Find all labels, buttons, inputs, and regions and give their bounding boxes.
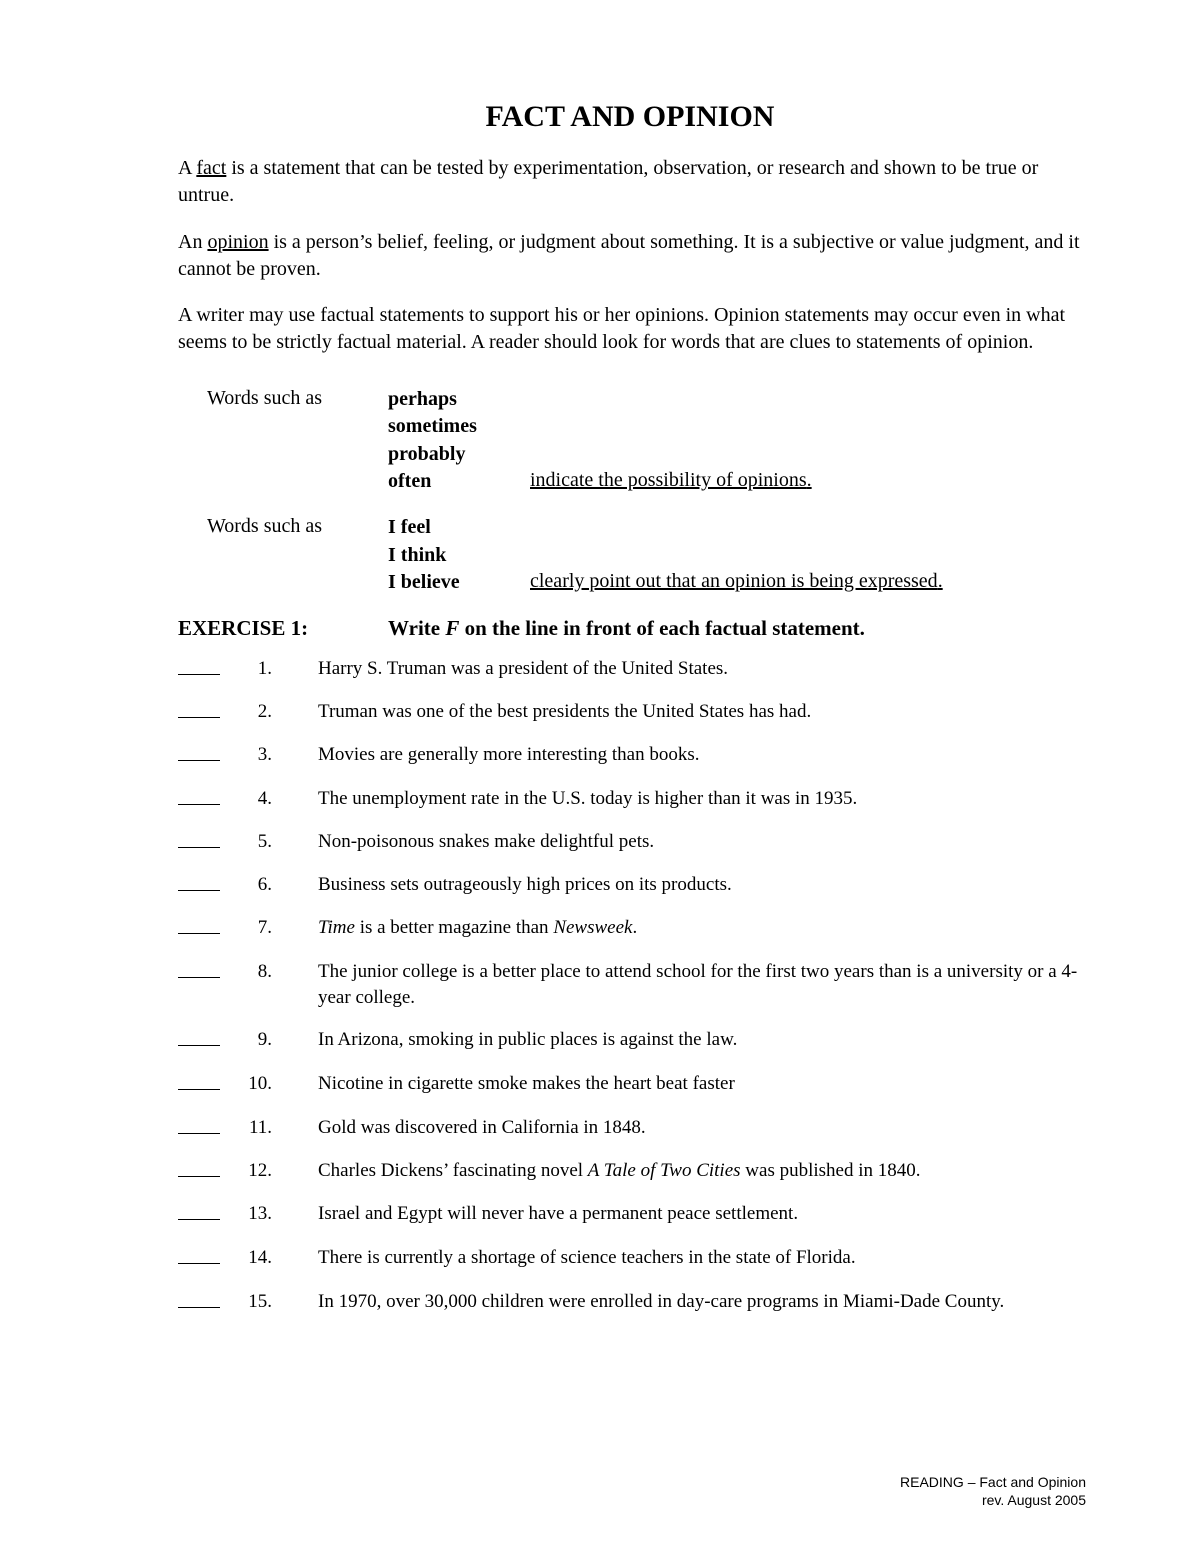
item-text: Harry S. Truman was a president of the United States. [318, 658, 729, 679]
item-statement [318, 959, 1078, 1011]
cue-note-end: . [937, 570, 943, 592]
cue-note-text: clearly point out that an opinion is being expressed [530, 570, 938, 592]
cue-group-note [530, 467, 812, 494]
cue-group-note [530, 568, 943, 595]
instruction-emphasis: F [445, 616, 460, 640]
fact-definition [178, 155, 1098, 209]
fact-definition-text: is a statement that can be tested by experimentation, observation, or research and shown to be true or untrue. [178, 157, 1039, 206]
item-text: . [632, 917, 638, 938]
footer-course: READING – Fact and Opinion [900, 1474, 1086, 1490]
exercise-label: EXERCISE 1: [178, 616, 309, 640]
cue-note-end: . [806, 469, 812, 491]
fact-definition-lead: A [178, 157, 197, 179]
item-number: 8. [257, 961, 272, 982]
item-number: 11. [248, 1117, 272, 1138]
page-title: FACT AND OPINION [485, 100, 775, 133]
item-number: 15. [248, 1291, 272, 1312]
item-number: 7. [257, 917, 272, 938]
cue-word: probably [388, 443, 466, 465]
item-statement [318, 1289, 1078, 1315]
item-statement [318, 1201, 1078, 1227]
cue-word: perhaps [388, 388, 457, 410]
item-text: Nicotine in cigarette smoke makes the heart beat faster [318, 1073, 735, 1094]
item-text: There is currently a shortage of science teachers in the state of Florida. [318, 1247, 856, 1268]
instruction-post: on the line in front of each factual statement. [459, 616, 865, 640]
cue-word: I believe [388, 571, 460, 593]
item-text: is a better magazine than [354, 917, 554, 938]
cue-group-label: Words such as [207, 387, 323, 409]
answer-blank[interactable] [178, 717, 220, 718]
answer-blank[interactable] [178, 1307, 220, 1308]
cue-word: I think [388, 544, 447, 566]
item-number: 4. [257, 788, 272, 809]
answer-blank[interactable] [178, 1133, 220, 1134]
item-text: was published in 1840. [740, 1160, 921, 1181]
answer-blank[interactable] [178, 804, 220, 805]
item-text: Non-poisonous snakes make delightful pets. [318, 831, 655, 852]
answer-blank[interactable] [178, 674, 220, 675]
item-statement [318, 742, 1078, 768]
page-footer [900, 1473, 1086, 1509]
item-number: 1. [257, 658, 272, 679]
cue-word: I feel [388, 516, 431, 538]
item-number: 2. [257, 701, 272, 722]
opinion-term: opinion [207, 231, 269, 253]
footer-revision: rev. August 2005 [981, 1492, 1086, 1508]
cue-note-text: indicate the possibility of opinions [530, 469, 807, 491]
item-text: The unemployment rate in the U.S. today is higher than it was in 1935. [318, 788, 858, 809]
item-statement [318, 699, 1078, 725]
answer-blank[interactable] [178, 1263, 220, 1264]
answer-blank[interactable] [178, 977, 220, 978]
opinion-definition-lead: An [178, 231, 208, 253]
instruction-pre: Write [388, 616, 446, 640]
item-italic-title: Time [318, 917, 355, 938]
answer-blank[interactable] [178, 933, 220, 934]
answer-blank[interactable] [178, 847, 220, 848]
item-italic-title: A Tale of Two Cities [587, 1160, 741, 1181]
opinion-definition-text: is a person’s belief, feeling, or judgment about something. It is a subjective or value judgment, and it cannot be proven. [178, 231, 1080, 280]
item-number: 10. [248, 1073, 272, 1094]
item-number: 3. [257, 744, 272, 765]
item-number: 14. [248, 1247, 272, 1268]
item-text: In 1970, over 30,000 children were enrolled in day-care programs in Miami-Dade County. [318, 1291, 1005, 1312]
item-statement [318, 1071, 1078, 1097]
item-text: Israel and Egypt will never have a permanent peace settlement. [318, 1203, 799, 1224]
answer-blank[interactable] [178, 1089, 220, 1090]
cue-group-label: Words such as [207, 515, 323, 537]
item-number: 6. [257, 874, 272, 895]
item-text: Charles Dickens’ fascinating novel [318, 1160, 588, 1181]
item-italic-title: Newsweek [553, 917, 633, 938]
item-text: Truman was one of the best presidents the United States has had. [318, 701, 812, 722]
item-statement [318, 872, 1078, 898]
answer-blank[interactable] [178, 1176, 220, 1177]
answer-blank[interactable] [178, 1219, 220, 1220]
item-number: 12. [248, 1160, 272, 1181]
item-text: Business sets outrageously high prices on its products. [318, 874, 732, 895]
exercise-instruction [388, 614, 865, 642]
item-statement [318, 656, 1078, 682]
item-text: Movies are generally more interesting than books. [318, 744, 700, 765]
item-statement [318, 1027, 1078, 1053]
item-number: 13. [248, 1203, 272, 1224]
item-statement [318, 1245, 1078, 1271]
cue-word: often [388, 470, 432, 492]
item-number: 5. [257, 831, 272, 852]
item-text: Gold was discovered in California in 1848. [318, 1117, 646, 1138]
item-text: The junior college is a better place to attend school for the first two years than is a university or a 4-year college. [318, 961, 1078, 1008]
answer-blank[interactable] [178, 890, 220, 891]
writer-paragraph: A writer may use factual statements to support his or her opinions. Opinion statements may occur even in what seems to be strictly factual material. A reader should look for words that are clues to statements of opinion. [178, 304, 1066, 353]
item-number: 9. [257, 1029, 272, 1050]
opinion-definition [178, 229, 1098, 283]
item-statement [318, 786, 1078, 812]
answer-blank[interactable] [178, 760, 220, 761]
cue-word: sometimes [388, 415, 477, 437]
item-text: In Arizona, smoking in public places is against the law. [318, 1029, 738, 1050]
item-statement [318, 1158, 1078, 1184]
answer-blank[interactable] [178, 1045, 220, 1046]
fact-term: fact [196, 157, 227, 179]
item-statement [318, 1115, 1078, 1141]
item-statement [318, 915, 1078, 941]
item-statement [318, 829, 1078, 855]
